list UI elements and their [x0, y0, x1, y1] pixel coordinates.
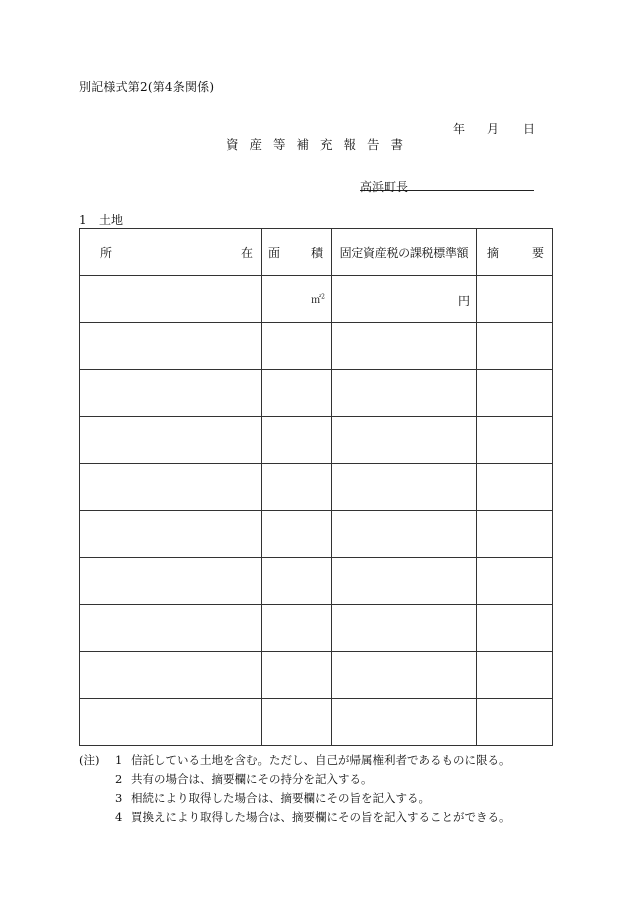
cell-location[interactable] — [80, 464, 262, 511]
table-row — [80, 323, 553, 370]
column-header-location — [80, 229, 262, 276]
land-table — [79, 228, 553, 746]
table-row — [80, 276, 553, 323]
note-text: 信託している土地を含む。ただし、自己が帰属権利者であるものに限る。 — [131, 753, 511, 767]
cell-remarks[interactable] — [477, 370, 553, 417]
note-item — [79, 808, 511, 827]
table-row — [80, 511, 553, 558]
note-text: 共有の場合は、摘要欄にその持分を記入する。 — [131, 772, 373, 786]
cell-tax-value[interactable] — [332, 276, 477, 323]
section-number: 1 — [79, 213, 87, 227]
yen-unit: 円 — [457, 294, 470, 308]
cell-remarks[interactable] — [477, 558, 553, 605]
cell-location[interactable] — [80, 652, 262, 699]
date-day-label: 日 — [523, 122, 536, 136]
cell-area[interactable] — [262, 511, 332, 558]
section-title: 土地 — [99, 213, 124, 227]
cell-area[interactable] — [262, 558, 332, 605]
cell-location[interactable] — [80, 370, 262, 417]
cell-tax-value[interactable] — [332, 370, 477, 417]
cell-remarks[interactable] — [477, 417, 553, 464]
table-row — [80, 464, 553, 511]
date-month-label: 月 — [487, 122, 500, 136]
cell-location[interactable] — [80, 511, 262, 558]
column-header-remarks-char2: 要 — [531, 245, 544, 260]
cell-area[interactable] — [262, 417, 332, 464]
area-unit: ㎡$^2$ — [311, 293, 325, 306]
cell-area[interactable] — [262, 323, 332, 370]
document-title: 資産等補充報告書 — [226, 137, 415, 152]
column-header-tax-value-label: 固定資産税の課税標準額 — [339, 245, 469, 260]
cell-area[interactable] — [262, 652, 332, 699]
cell-remarks[interactable] — [477, 699, 553, 746]
note-number: 1 — [115, 753, 123, 767]
cell-tax-value[interactable] — [332, 652, 477, 699]
column-header-remarks — [477, 229, 553, 276]
cell-area[interactable] — [262, 370, 332, 417]
note-item — [79, 751, 511, 770]
table-header-row — [80, 229, 553, 276]
notes-section — [79, 751, 511, 827]
cell-area[interactable] — [262, 464, 332, 511]
cell-tax-value[interactable] — [332, 699, 477, 746]
cell-area[interactable] — [262, 605, 332, 652]
cell-location[interactable] — [80, 699, 262, 746]
form-label: 別記様式第2(第4条関係) — [79, 80, 215, 94]
section-heading — [79, 211, 123, 228]
column-header-area — [262, 229, 332, 276]
table-row — [80, 370, 553, 417]
column-header-remarks-char1: 摘 — [487, 245, 500, 260]
cell-tax-value[interactable] — [332, 417, 477, 464]
cell-remarks[interactable] — [477, 276, 553, 323]
recipient-line — [360, 176, 534, 194]
date-year-label: 年 — [453, 122, 466, 136]
cell-remarks[interactable] — [477, 605, 553, 652]
cell-tax-value[interactable] — [332, 605, 477, 652]
column-header-area-char2: 積 — [310, 245, 323, 260]
cell-remarks[interactable] — [477, 511, 553, 558]
cell-location[interactable] — [80, 605, 262, 652]
cell-area[interactable] — [262, 699, 332, 746]
table-row — [80, 605, 553, 652]
column-header-location-char2: 在 — [240, 245, 253, 260]
cell-location[interactable] — [80, 417, 262, 464]
note-text: 相続により取得した場合は、摘要欄にその旨を記入する。 — [131, 791, 430, 805]
cell-tax-value[interactable] — [332, 511, 477, 558]
cell-area[interactable] — [262, 276, 332, 323]
note-number: 3 — [115, 791, 123, 805]
table-row — [80, 558, 553, 605]
cell-tax-value[interactable] — [332, 558, 477, 605]
cell-tax-value[interactable] — [332, 464, 477, 511]
cell-tax-value[interactable] — [332, 323, 477, 370]
cell-location[interactable] — [80, 276, 262, 323]
table-row — [80, 417, 553, 464]
notes-lead: (注) — [79, 753, 100, 767]
cell-remarks[interactable] — [477, 323, 553, 370]
cell-location[interactable] — [80, 558, 262, 605]
note-number: 4 — [115, 810, 123, 824]
cell-remarks[interactable] — [477, 464, 553, 511]
table-row — [80, 699, 553, 746]
column-header-location-char1: 所 — [100, 245, 113, 260]
note-item — [79, 789, 511, 808]
note-text: 買換えにより取得した場合は、摘要欄にその旨を記入することができる。 — [131, 810, 511, 824]
table-row — [80, 652, 553, 699]
column-header-area-char1: 面 — [268, 245, 281, 260]
column-header-tax-value — [332, 229, 477, 276]
note-item — [79, 770, 511, 789]
note-number: 2 — [115, 772, 123, 786]
recipient-name: 高浜町長 — [360, 180, 409, 194]
cell-location[interactable] — [80, 323, 262, 370]
cell-remarks[interactable] — [477, 652, 553, 699]
